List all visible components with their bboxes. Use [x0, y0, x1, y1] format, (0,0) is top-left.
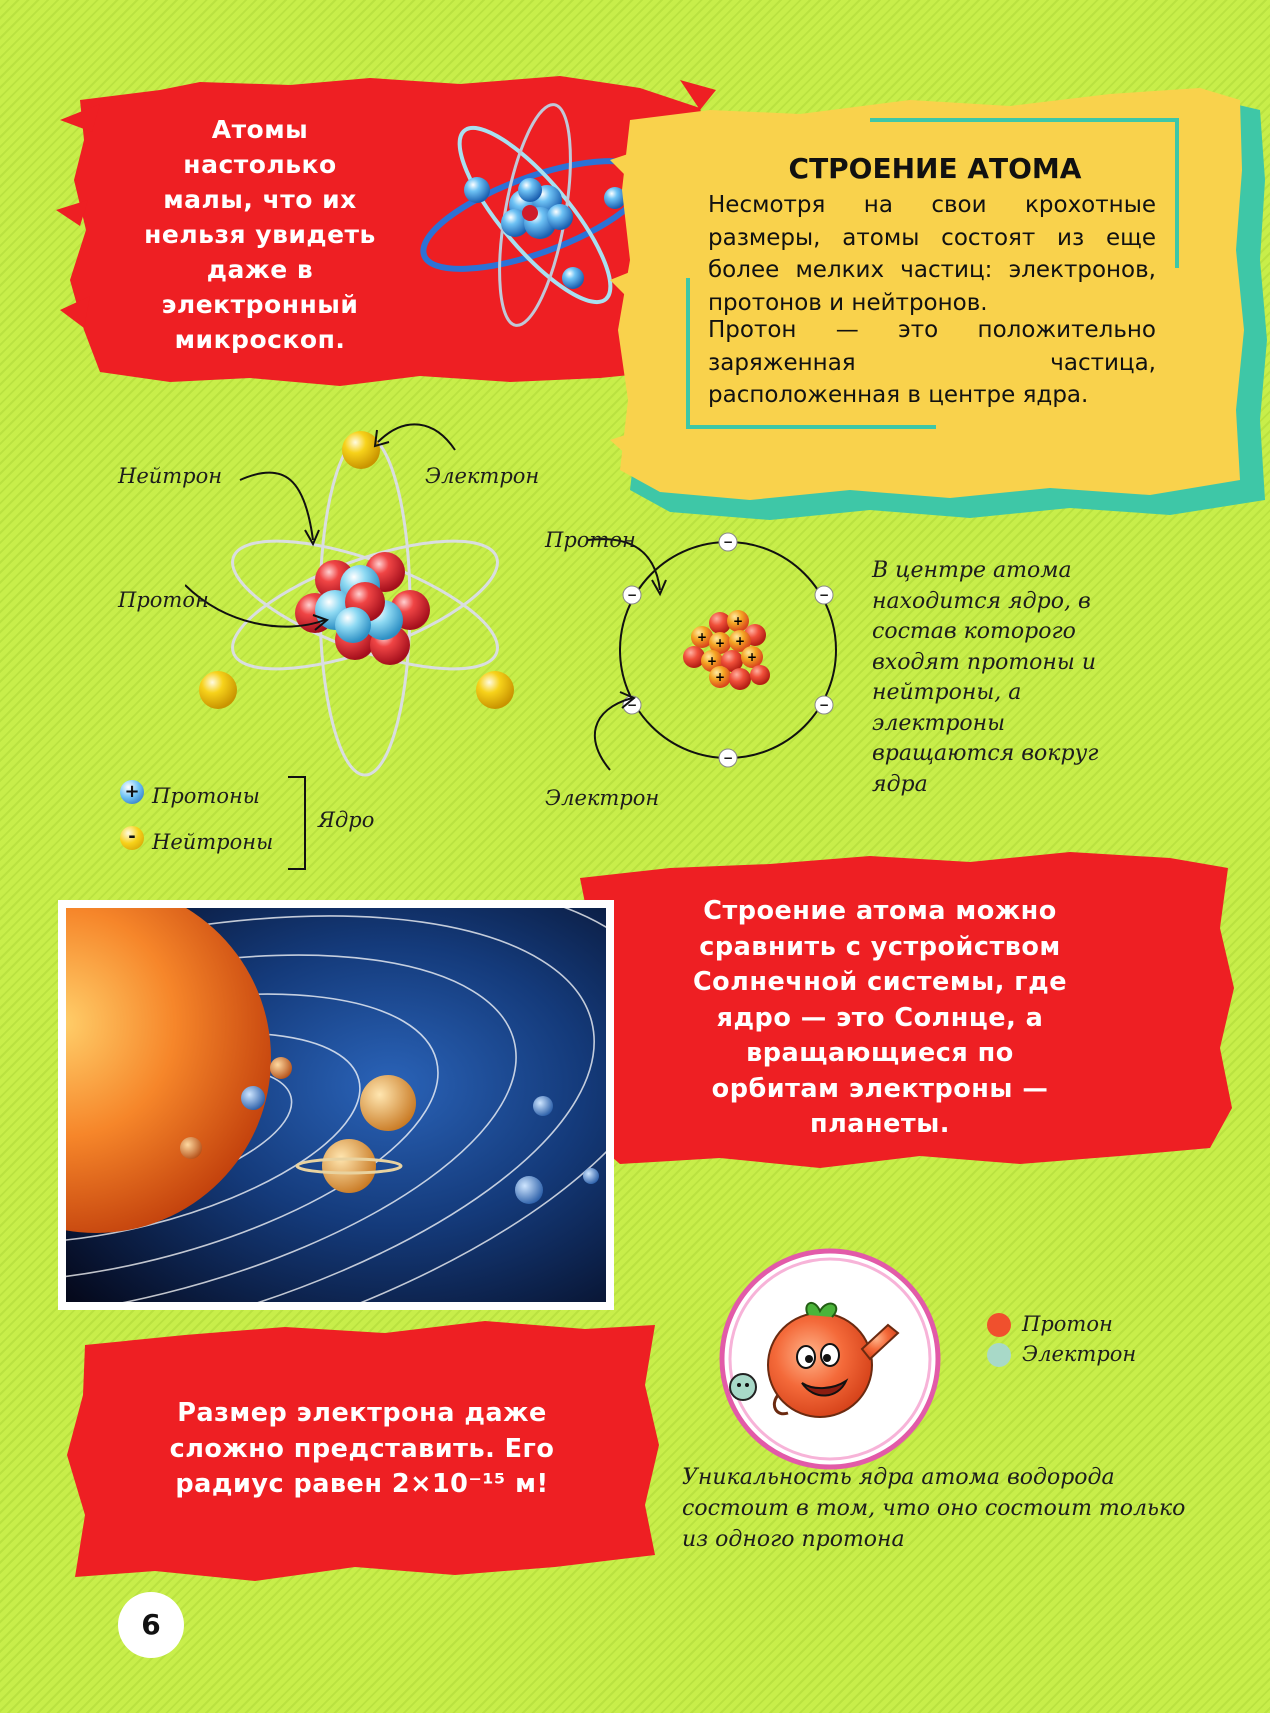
solar-system-image	[58, 900, 614, 1310]
svg-text:−: −	[818, 588, 830, 602]
orbit-label-electron: Электрон	[545, 786, 660, 810]
legend-proton-icon	[120, 780, 144, 804]
info-box-frame-top	[870, 118, 1178, 122]
svg-text:−: −	[818, 698, 830, 712]
svg-text:−: −	[722, 535, 734, 549]
legend-protons-label: Протоны	[152, 784, 260, 808]
info-box-frame-right	[1175, 118, 1179, 268]
hydrogen-legend-proton-dot	[987, 1313, 1011, 1337]
solar-note: Строение атома можно сравнить с устройством Солнечной системы, где ядро — это Солнце, а вращающиеся по орбитам электроны — планеты.	[692, 896, 1068, 1139]
atom-label-neutron: Нейтрон	[118, 464, 223, 488]
hydrogen-illustration	[710, 1245, 950, 1475]
legend-plus-sign: +	[124, 781, 140, 802]
legend-bracket	[288, 776, 306, 870]
svg-text:−: −	[626, 588, 638, 602]
info-box-frame-bottom	[686, 425, 936, 429]
page-number: 6	[118, 1592, 184, 1658]
orbit-arrows	[540, 520, 740, 780]
svg-text:+: +	[732, 614, 744, 628]
hydrogen-legend-electron-label: Электрон	[1022, 1342, 1137, 1366]
info-box-paragraph-1: Несмотря на свои крохотные размеры, атомы состоят из еще более мелких частиц: электронов, протонов и нейтронов.	[708, 192, 1156, 316]
info-box-title: СТРОЕНИЕ АТОМА	[788, 152, 1082, 185]
svg-text:−: −	[722, 751, 734, 765]
electron-note: Размер электрона даже сложно представить. Его радиус равен 2×10⁻¹⁵ м!	[169, 1398, 555, 1499]
svg-text:+: +	[746, 650, 758, 664]
atom-label-proton: Протон	[118, 588, 209, 612]
svg-text:+: +	[706, 654, 718, 668]
hydrogen-legend-electron-dot	[987, 1343, 1011, 1367]
hydrogen-caption: Уникальность ядра атома водорода состоит в том, что оно состоит только из одного протона	[682, 1465, 1186, 1552]
hydrogen-legend-proton-label: Протон	[1022, 1312, 1113, 1336]
legend-nucleus-label: Ядро	[318, 808, 375, 832]
info-box-paragraph-2: Протон — это положительно заряженная частица, расположенная в центре ядра.	[708, 317, 1156, 408]
svg-text:+: +	[714, 636, 726, 650]
svg-text:+: +	[734, 634, 746, 648]
legend-neutrons-label: Нейтроны	[152, 830, 274, 854]
legend-minus-sign: -	[128, 826, 136, 847]
top-left-note: Атомы настолько малы, что их нельзя увидеть даже в электронный микроскоп.	[144, 115, 376, 354]
svg-text:+: +	[714, 670, 726, 684]
svg-text:−: −	[626, 698, 638, 712]
atom-label-electron: Электрон	[425, 464, 540, 488]
svg-text:+: +	[696, 630, 708, 644]
orbit-description: В центре атома находится ядро, в состав которого входят протоны и нейтроны, а электроны вращаются вокруг ядра	[872, 558, 1099, 797]
info-box-frame-left	[686, 278, 690, 428]
orbit-label-proton: Протон	[545, 528, 636, 552]
legend-neutron-icon	[120, 826, 144, 850]
